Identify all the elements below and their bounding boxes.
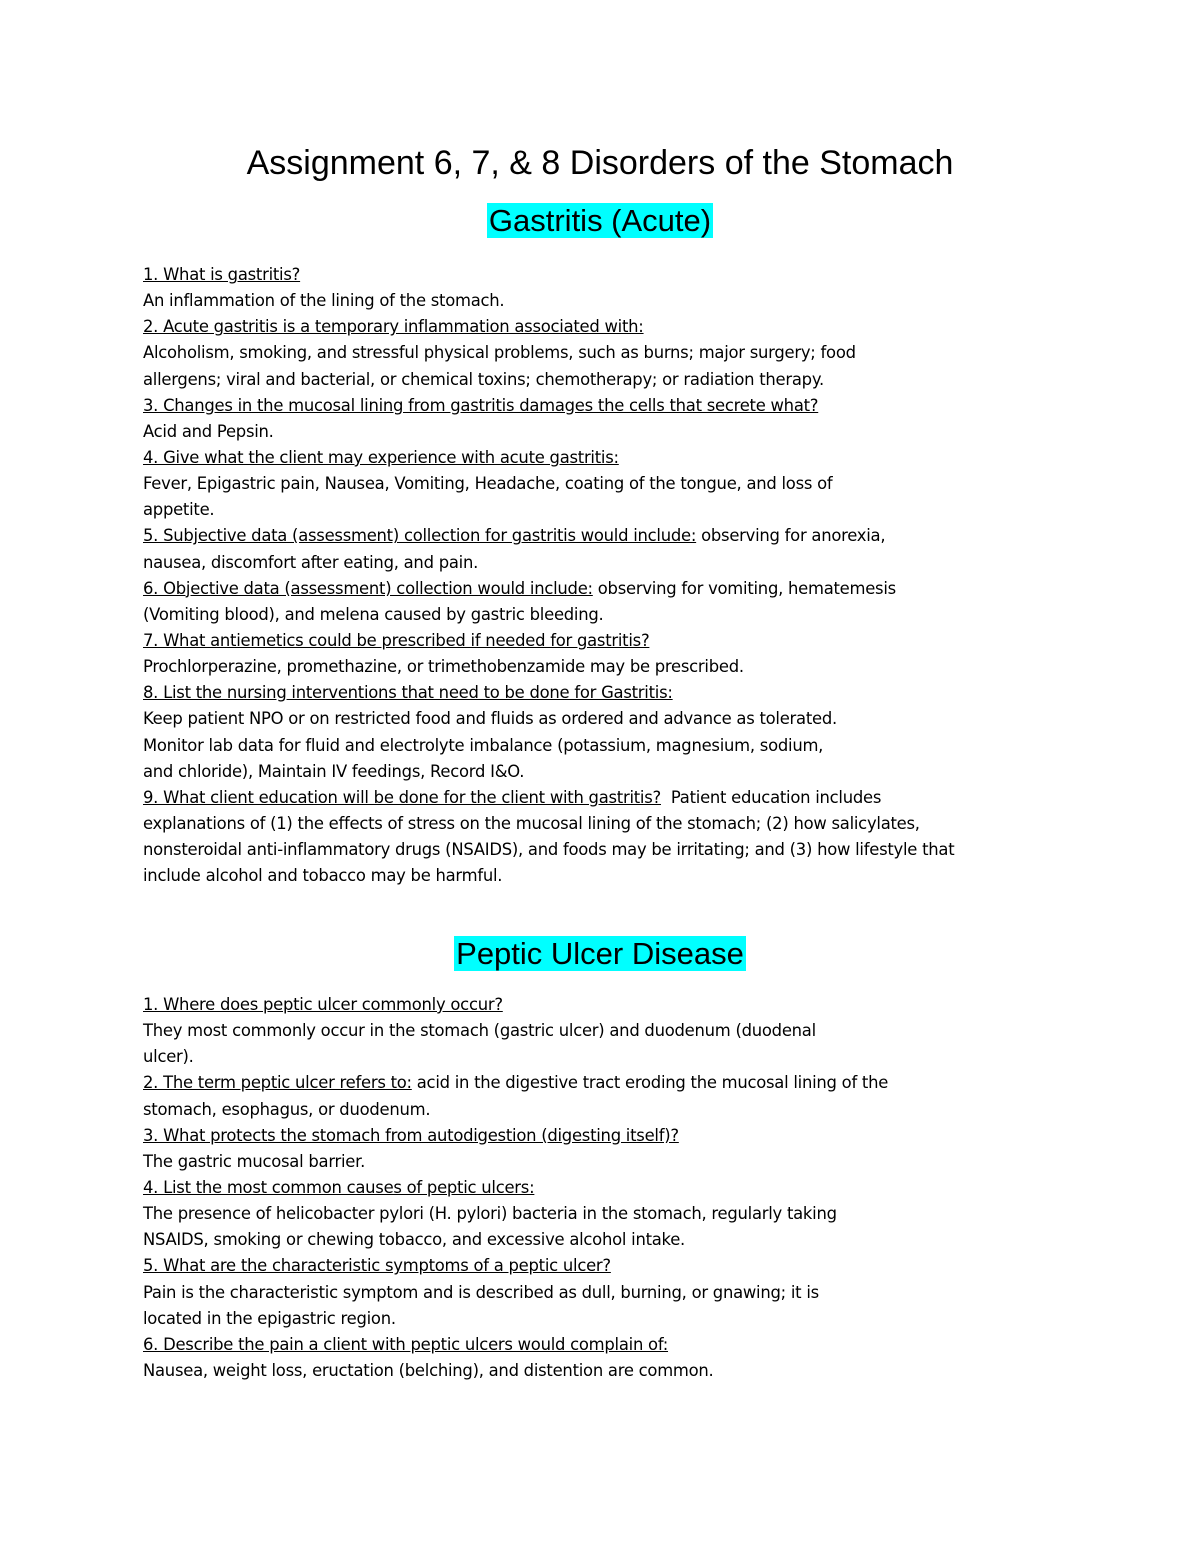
- section-heading-text: Gastritis (Acute): [488, 203, 712, 238]
- text-line: [143, 785, 1103, 811]
- text-line: [143, 654, 1103, 680]
- section-heading-text: Peptic Ulcer Disease: [456, 936, 744, 971]
- text-line: [143, 1070, 1103, 1096]
- answer-text: Patient education includes: [660, 787, 882, 807]
- answer-text: Alcoholism, smoking, and stressful physical problems, such as burns; major surgery; food: [143, 343, 856, 363]
- question-text: 4. List the most common causes of peptic ulcers:: [143, 1177, 535, 1197]
- text-line: [143, 1332, 1103, 1358]
- section-body-gastritis: [143, 262, 1103, 889]
- text-line: [143, 759, 1103, 785]
- text-line: [143, 863, 1103, 889]
- text-line: [143, 811, 1103, 837]
- question-text: 5. What are the characteristic symptoms of a peptic ulcer?: [143, 1256, 611, 1276]
- answer-text: ulcer).: [143, 1047, 194, 1067]
- answer-text: They most commonly occur in the stomach (gastric ulcer) and duodenum (duodenal: [143, 1021, 816, 1041]
- answer-text: stomach, esophagus, or duodenum.: [143, 1099, 431, 1119]
- question-text: 1. Where does peptic ulcer commonly occur?: [143, 995, 503, 1014]
- question-text: 6. Describe the pain a client with peptic ulcers would complain of:: [143, 1334, 669, 1354]
- answer-text: and chloride), Maintain IV feedings, Record I&O.: [143, 761, 525, 781]
- answer-text: Prochlorperazine, promethazine, or trimethobenzamide may be prescribed.: [143, 657, 744, 677]
- text-line: [143, 706, 1103, 732]
- text-line: [143, 314, 1103, 340]
- text-line: [143, 262, 1103, 288]
- text-line: [143, 419, 1103, 445]
- text-line: [143, 497, 1103, 523]
- text-line: [143, 992, 1103, 1018]
- question-text: 6. Objective data (assessment) collection would include:: [143, 578, 593, 598]
- text-line: [143, 837, 1103, 863]
- text-line: [143, 733, 1103, 759]
- text-line: [143, 471, 1103, 497]
- answer-text: Pain is the characteristic symptom and is described as dull, burning, or gnawing; it is: [143, 1282, 819, 1302]
- section-body-peptic-ulcer: [143, 992, 1103, 1384]
- question-text: 3. Changes in the mucosal lining from gastritis damages the cells that secrete what?: [143, 395, 819, 415]
- text-line: [143, 340, 1103, 366]
- text-line: [143, 1149, 1103, 1175]
- section-heading-peptic-ulcer: [0, 936, 1200, 972]
- answer-text: NSAIDS, smoking or chewing tobacco, and excessive alcohol intake.: [143, 1230, 685, 1250]
- answer-text: (Vomiting blood), and melena caused by gastric bleeding.: [143, 604, 604, 624]
- answer-text: nonsteroidal anti-inflammatory drugs (NSAIDS), and foods may be irritating; and (3) how lifestyle that: [143, 840, 955, 860]
- section-heading-gastritis: [0, 203, 1200, 239]
- question-text: 3. What protects the stomach from autodigestion (digesting itself)?: [143, 1125, 679, 1145]
- answer-text: located in the epigastric region.: [143, 1308, 396, 1328]
- document-title: Assignment 6, 7, & 8 Disorders of the Stomach: [246, 144, 954, 182]
- question-text: 1. What is gastritis?: [143, 265, 301, 284]
- question-text: 7. What antiemetics could be prescribed if needed for gastritis?: [143, 630, 650, 650]
- answer-text: Keep patient NPO or on restricted food and fluids as ordered and advance as tolerated.: [143, 709, 837, 729]
- question-text: 8. List the nursing interventions that need to be done for Gastritis:: [143, 683, 673, 703]
- answer-text: acid in the digestive tract eroding the mucosal lining of the: [411, 1073, 889, 1093]
- text-line: [143, 1097, 1103, 1123]
- answer-text: Fever, Epigastric pain, Nausea, Vomiting, Headache, coating of the tongue, and loss of: [143, 474, 833, 494]
- text-line: [143, 628, 1103, 654]
- answer-text: nausea, discomfort after eating, and pain.: [143, 552, 479, 572]
- text-line: [143, 1044, 1103, 1070]
- question-text: 2. Acute gastritis is a temporary inflammation associated with:: [143, 317, 644, 337]
- text-line: [143, 523, 1103, 549]
- answer-text: appetite.: [143, 500, 215, 520]
- answer-text: Monitor lab data for fluid and electrolyte imbalance (potassium, magnesium, sodium,: [143, 735, 824, 755]
- text-line: [143, 576, 1103, 602]
- text-line: [143, 393, 1103, 419]
- question-text: 9. What client education will be done for the client with gastritis?: [143, 787, 661, 807]
- text-line: [143, 367, 1103, 393]
- question-text: 4. Give what the client may experience with acute gastritis:: [143, 447, 619, 467]
- text-line: [143, 1201, 1103, 1227]
- answer-text: Acid and Pepsin.: [143, 421, 274, 441]
- question-text: 5. Subjective data (assessment) collection for gastritis would include:: [143, 526, 697, 546]
- text-line: [143, 1175, 1103, 1201]
- text-line: [143, 1358, 1103, 1384]
- answer-text: observing for vomiting, hematemesis: [592, 578, 896, 598]
- answer-text: Nausea, weight loss, eructation (belching), and distention are common.: [143, 1360, 714, 1380]
- text-line: [143, 288, 1103, 314]
- text-line: [143, 1280, 1103, 1306]
- text-line: [143, 602, 1103, 628]
- answer-text: observing for anorexia,: [696, 526, 886, 546]
- answer-text: allergens; viral and bacterial, or chemical toxins; chemotherapy; or radiation therapy.: [143, 369, 824, 389]
- text-line: [143, 1253, 1103, 1279]
- text-line: [143, 445, 1103, 471]
- answer-text: An inflammation of the lining of the stomach.: [143, 291, 505, 311]
- text-line: [143, 1306, 1103, 1332]
- answer-text: include alcohol and tobacco may be harmful.: [143, 866, 503, 886]
- answer-text: The presence of helicobacter pylori (H. pylori) bacteria in the stomach, regularly taking: [143, 1204, 837, 1224]
- question-text: 2. The term peptic ulcer refers to:: [143, 1073, 412, 1093]
- text-line: [143, 680, 1103, 706]
- text-line: [143, 1123, 1103, 1149]
- answer-text: explanations of (1) the effects of stress on the mucosal lining of the stomach; (2) how salicylates,: [143, 813, 920, 833]
- text-line: [143, 1227, 1103, 1253]
- text-line: [143, 1018, 1103, 1044]
- text-line: [143, 550, 1103, 576]
- answer-text: The gastric mucosal barrier.: [143, 1151, 366, 1171]
